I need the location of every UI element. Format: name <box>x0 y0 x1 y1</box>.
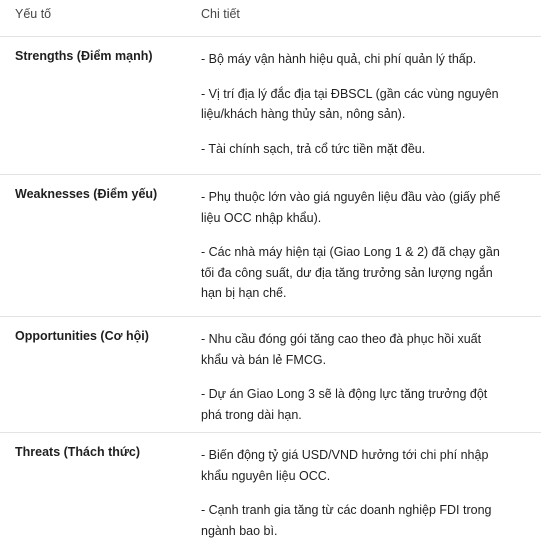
factor-cell: Strengths (Điểm mạnh) <box>15 49 153 63</box>
detail-item: - Phụ thuộc lớn vào giá nguyên liệu đầu vào (giấy phế liệu OCC nhập khẩu). <box>201 190 501 225</box>
detail-cell <box>201 317 501 435</box>
header-detail: Chi tiết <box>201 7 240 21</box>
header-factor: Yếu tố <box>15 7 52 21</box>
detail-item: - Cạnh tranh gia tăng từ các doanh nghiệp FDI trong ngành bao bì. <box>201 503 492 538</box>
table-row-opportunities <box>0 317 541 433</box>
detail-item: - Các nhà máy hiện tại (Giao Long 1 & 2) đã chạy gần tối đa công suất, dư địa tăng trưởng sản lượng ngắn hạn bị hạn chế. <box>201 245 500 300</box>
detail-item: - Nhu cầu đóng gói tăng cao theo đà phục hồi xuất khẩu và bán lẻ FMCG. <box>201 332 482 367</box>
detail-item: - Biến động tỷ giá USD/VND hưởng tới chi phí nhập khẩu nguyên liệu OCC. <box>201 448 489 483</box>
table-row-weaknesses <box>0 175 541 317</box>
detail-cell <box>201 37 501 169</box>
table-row-threats <box>0 433 541 560</box>
detail-cell <box>201 175 501 314</box>
factor-cell: Weaknesses (Điểm yếu) <box>15 187 158 201</box>
detail-item: - Tài chính sạch, trả cổ tức tiền mặt đều. <box>201 141 426 156</box>
factor-cell: Threats (Thách thức) <box>15 445 141 459</box>
detail-item: - Bộ máy vận hành hiệu quả, chi phí quản lý thấp. <box>201 52 477 66</box>
detail-cell <box>201 433 501 551</box>
table-header-row <box>0 0 541 37</box>
detail-item: - Vị trí địa lý đắc địa tại ĐBSCL (gần các vùng nguyên liệu/khách hàng thủy sản, nông sản). <box>201 86 499 121</box>
detail-item: - Dự án Giao Long 3 sẽ là động lực tăng trưởng đột phá trong dài hạn. <box>201 387 488 422</box>
factor-cell: Opportunities (Cơ hội) <box>15 329 149 343</box>
table-row-strengths <box>0 37 541 175</box>
